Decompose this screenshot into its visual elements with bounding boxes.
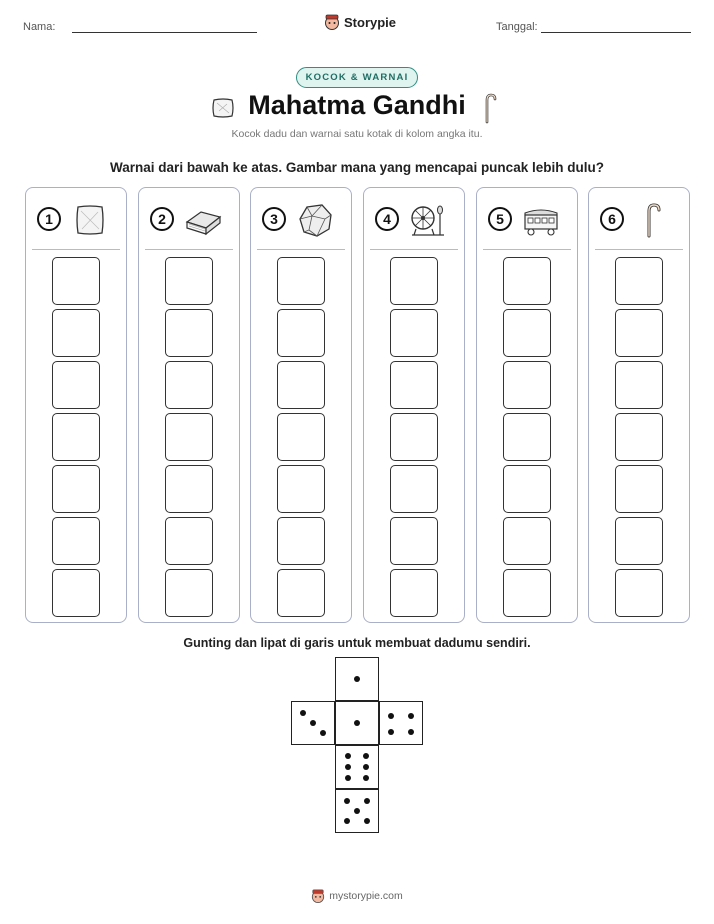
- column-number: 1: [37, 207, 61, 231]
- column-divider: [257, 249, 345, 250]
- color-box[interactable]: [503, 413, 551, 461]
- book-icon: [183, 202, 223, 238]
- color-box[interactable]: [165, 257, 213, 305]
- column-5: [476, 187, 578, 623]
- dice-face-5: [335, 789, 379, 833]
- activity-badge: KOCOK & WARNAI: [296, 67, 418, 88]
- storypie-mascot-icon: [324, 13, 340, 31]
- date-label: Tanggal:: [496, 21, 538, 33]
- name-label: Nama:: [23, 21, 56, 33]
- stone-icon: [295, 202, 335, 238]
- column-divider: [145, 249, 233, 250]
- color-box[interactable]: [615, 361, 663, 409]
- footer: [0, 888, 714, 904]
- color-box[interactable]: [503, 361, 551, 409]
- column-divider: [32, 249, 120, 250]
- color-box[interactable]: [165, 517, 213, 565]
- color-box[interactable]: [615, 257, 663, 305]
- color-box[interactable]: [277, 413, 325, 461]
- color-box[interactable]: [503, 309, 551, 357]
- dice-face-6: [335, 745, 379, 789]
- color-box[interactable]: [390, 517, 438, 565]
- die-pip: [354, 808, 360, 814]
- spinning-wheel-icon: [408, 202, 448, 238]
- column-1: [25, 187, 127, 623]
- die-pip: [345, 764, 351, 770]
- color-box[interactable]: [165, 465, 213, 513]
- name-line[interactable]: [72, 32, 257, 33]
- color-box[interactable]: [52, 569, 100, 617]
- color-box[interactable]: [390, 361, 438, 409]
- column-2: [138, 187, 240, 623]
- column-6: [588, 187, 690, 623]
- train-car-icon: [521, 202, 561, 238]
- color-box[interactable]: [503, 569, 551, 617]
- color-box[interactable]: [165, 413, 213, 461]
- die-pip: [408, 729, 414, 735]
- color-box[interactable]: [52, 465, 100, 513]
- instruction-text: Warnai dari bawah ke atas. Gambar mana yang mencapai puncak lebih dulu?: [110, 160, 604, 175]
- dice-face-3: [291, 701, 335, 745]
- die-pip: [344, 818, 350, 824]
- column-number: 3: [262, 207, 286, 231]
- die-pip: [364, 818, 370, 824]
- date-line[interactable]: [541, 32, 691, 33]
- cloth-icon: [70, 202, 110, 238]
- color-box[interactable]: [615, 569, 663, 617]
- column-divider: [370, 249, 458, 250]
- brand-logo: [324, 13, 396, 31]
- dice-face-1: [335, 657, 379, 701]
- color-box[interactable]: [52, 309, 100, 357]
- column-number: 2: [150, 207, 174, 231]
- die-pip: [363, 764, 369, 770]
- column-divider: [483, 249, 571, 250]
- die-pip: [320, 730, 326, 736]
- color-box[interactable]: [503, 517, 551, 565]
- subtitle: Kocok dadu dan warnai satu kotak di kolom angka itu.: [231, 128, 483, 140]
- dice-face-4: [379, 701, 423, 745]
- color-box[interactable]: [390, 257, 438, 305]
- die-pip: [310, 720, 316, 726]
- color-box[interactable]: [615, 465, 663, 513]
- die-pip: [345, 753, 351, 759]
- page-title: Mahatma Gandhi: [248, 90, 466, 120]
- color-box[interactable]: [615, 517, 663, 565]
- die-pip: [363, 753, 369, 759]
- color-box[interactable]: [277, 569, 325, 617]
- die-pip: [388, 729, 394, 735]
- brand-name: Storypie: [344, 14, 397, 30]
- color-box[interactable]: [277, 257, 325, 305]
- walking-stick-icon: [633, 202, 673, 238]
- column-number: 4: [375, 207, 399, 231]
- column-number: 5: [488, 207, 512, 231]
- color-box[interactable]: [52, 257, 100, 305]
- color-box[interactable]: [165, 569, 213, 617]
- color-box[interactable]: [503, 257, 551, 305]
- die-pip: [344, 798, 350, 804]
- color-box[interactable]: [390, 465, 438, 513]
- color-box[interactable]: [277, 517, 325, 565]
- color-box[interactable]: [165, 361, 213, 409]
- color-box[interactable]: [165, 309, 213, 357]
- column-4: [363, 187, 465, 623]
- dice-face-1: [335, 701, 379, 745]
- color-box[interactable]: [390, 569, 438, 617]
- die-pip: [300, 710, 306, 716]
- color-box[interactable]: [615, 309, 663, 357]
- color-box[interactable]: [503, 465, 551, 513]
- color-box[interactable]: [52, 361, 100, 409]
- storypie-mascot-icon: [311, 888, 325, 904]
- column-3: [250, 187, 352, 623]
- color-box[interactable]: [277, 309, 325, 357]
- die-pip: [388, 713, 394, 719]
- color-box[interactable]: [52, 413, 100, 461]
- die-pip: [354, 676, 360, 682]
- color-box[interactable]: [277, 465, 325, 513]
- color-box[interactable]: [615, 413, 663, 461]
- column-divider: [595, 249, 683, 250]
- cut-instruction: Gunting dan lipat di garis untuk membuat dadumu sendiri.: [183, 636, 531, 650]
- die-pip: [363, 775, 369, 781]
- walking-stick-icon: [483, 92, 497, 124]
- die-pip: [408, 713, 414, 719]
- die-pip: [345, 775, 351, 781]
- column-number: 6: [600, 207, 624, 231]
- die-pip: [364, 798, 370, 804]
- die-pip: [354, 720, 360, 726]
- footer-url[interactable]: mystorypie.com: [329, 890, 403, 902]
- color-box[interactable]: [277, 361, 325, 409]
- color-box[interactable]: [390, 309, 438, 357]
- color-box[interactable]: [390, 413, 438, 461]
- color-box[interactable]: [52, 517, 100, 565]
